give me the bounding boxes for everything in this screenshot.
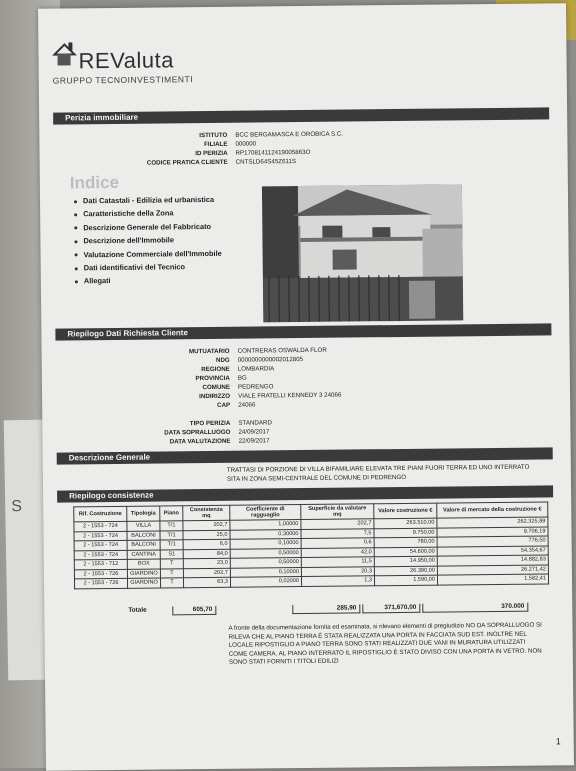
table-cell: 42,0: [301, 547, 374, 557]
page-number: 1: [556, 736, 561, 746]
table-cell: BALCONI: [127, 531, 160, 541]
table-cell: 11,5: [301, 557, 374, 567]
index-list: [74, 195, 222, 290]
table-cell: 2 - 1553 - 712: [74, 559, 127, 569]
field-key: PROVINCIA: [195, 374, 229, 383]
field-value: RP170814112419005863O: [235, 148, 310, 158]
field-key: REGIONE: [201, 365, 230, 374]
table-cell: T: [160, 578, 183, 588]
table-cell: VILLA: [127, 521, 160, 531]
table-cell: 262.325,89: [437, 517, 548, 528]
field-value: 000000: [235, 139, 256, 148]
descrizione-text: TRATTASI DI PORZIONE DI VILLA BIFAMILIARE ELEVATA TRE PIANI FUORI TERRA ED UNO INTERRATO SITA IN ZONA SEMI-CENTRALE DEL COMUNE DI PEDRENGO: [227, 464, 537, 484]
bullet-icon: [74, 227, 77, 230]
table-cell: 1.590,00: [374, 575, 437, 585]
table-cell: 14.882,83: [437, 555, 548, 566]
field-value: 0000000000002012805: [238, 355, 303, 365]
table-cell: T/1: [160, 521, 183, 531]
index-item-label: Caratteristiche della Zona: [83, 209, 173, 219]
table-cell: 25,0: [183, 530, 230, 540]
section-bar-perizia: Perizia immobiliare: [53, 107, 549, 124]
perizia-dates: [62, 417, 412, 448]
table-cell: 0,30000: [230, 529, 301, 539]
bullet-icon: [74, 200, 77, 203]
field-value: CNTSLD64S45Z611S: [236, 157, 297, 167]
field-value: 24066: [238, 401, 255, 410]
table-cell: 7,5: [301, 528, 374, 538]
underlying-sheet: [4, 420, 49, 681]
bullet-icon: [75, 267, 78, 270]
table-cell: GIARDINO: [127, 569, 160, 579]
table-cell: 2 - 1553 - 724: [74, 531, 127, 541]
table-cell: 2 - 1553 - 726: [74, 578, 127, 588]
field-value: 24/09/2017: [238, 427, 269, 436]
table-cell: 0,6: [301, 538, 374, 548]
field-value: PEDRENGO: [238, 382, 274, 391]
field-key: MUTUATARIO: [189, 347, 230, 356]
field-value: CONTRERAS OSWALDA FLOR: [238, 346, 327, 356]
table-cell: BOX: [127, 559, 160, 569]
section-bar-riepilogo-dati: Riepilogo Dati Richiesta Cliente: [55, 323, 551, 340]
table-cell: BALCONI: [127, 540, 160, 550]
consistenze-table: [73, 501, 549, 588]
column-header: Piano: [160, 506, 183, 521]
totals-label: Totale: [128, 607, 146, 614]
table-cell: 6,0: [183, 539, 230, 549]
field-key: INDIRIZZO: [199, 392, 230, 401]
table-cell: 26.271,42: [437, 564, 548, 575]
index-title: Indice: [70, 173, 119, 194]
table-cell: 1,3: [301, 576, 374, 586]
field-key: DATA VALUTAZIONE: [170, 437, 231, 447]
table-cell: 780,00: [374, 537, 437, 547]
field-value: BCC BERGAMASCA E OROBICA S.C.: [235, 130, 343, 140]
total-consistenza: 605,70: [172, 606, 216, 615]
table-cell: 9.706,19: [437, 526, 548, 537]
table-cell: 1,00000: [230, 520, 301, 530]
table-cell: 84,0: [183, 549, 230, 559]
field-value: 22/09/2017: [239, 436, 270, 445]
field-key: ISTITUTO: [199, 131, 227, 140]
table-cell: S1: [160, 549, 183, 559]
logo-name: REValuta: [78, 47, 174, 74]
index-item-label: Dati identificativi del Tecnico: [84, 262, 185, 272]
property-photo: [262, 184, 463, 322]
table-cell: 202,7: [301, 519, 374, 529]
table-cell: 26.390,00: [374, 566, 437, 576]
table-cell: 202,7: [183, 520, 230, 530]
table-cell: T: [160, 559, 183, 569]
total-valore-costruzione: 371,670,00: [362, 604, 420, 614]
table-cell: CANTINA: [127, 550, 160, 560]
index-item-label: Descrizione Generale del Fabbricato: [83, 222, 211, 232]
table-cell: 23,0: [183, 558, 230, 568]
field-key: FILIALE: [204, 140, 227, 149]
table-cell: 0,50000: [230, 548, 301, 558]
table-cell: 1.582,41: [437, 574, 548, 585]
logo-tagline: GRUPPO TECNOINVESTIMENTI: [53, 74, 193, 85]
column-header: Valore costruzione €: [374, 503, 437, 519]
field-value: LOMBARDIA: [238, 364, 275, 373]
table-cell: 2 - 1553 - 724: [74, 521, 127, 531]
index-item-label: Allegati: [84, 276, 111, 285]
section-bar-consistenze: Riepilogo consistenze: [57, 485, 553, 502]
table-cell: 54.354,67: [437, 545, 548, 556]
table-cell: 0,50000: [230, 558, 301, 568]
field-key: NDG: [216, 356, 230, 365]
column-header: Superficie da valutare mq: [301, 504, 374, 520]
field-key: TIPO PERIZIA: [190, 419, 231, 428]
table-cell: T: [160, 568, 183, 578]
document-page: [38, 3, 574, 770]
field-key: DATA SOPRALLUOGO: [164, 428, 230, 438]
index-item-label: Dati Catastali - Edilizia ed urbanistica: [83, 195, 214, 205]
total-valore-mercato: 370.000: [422, 603, 528, 613]
field-value: VIALE FRATELLI KENNEDY 3 24066: [238, 391, 341, 401]
table-cell: 2 - 1553 - 724: [74, 550, 127, 560]
index-item-label: Valutazione Commerciale dell'Immobile: [84, 248, 222, 258]
column-header: Tipologia: [127, 506, 160, 521]
table-cell: 776,50: [437, 536, 548, 547]
column-header: Rif. Costruzione: [74, 506, 127, 522]
table-cell: 263.510,00: [374, 518, 437, 528]
table-cell: 14.950,00: [374, 556, 437, 566]
bullet-icon: [74, 240, 77, 243]
table-cell: 0,10000: [230, 567, 301, 577]
field-key: CODICE PRATICA CLIENTE: [147, 158, 228, 168]
total-superficie: 285,90: [292, 604, 360, 614]
table-cell: 0,02000: [230, 577, 301, 587]
column-header: Consistenza mq: [183, 505, 230, 520]
table-cell: 0,10000: [230, 539, 301, 549]
table-cell: 2 - 1553 - 726: [74, 569, 127, 579]
note-text: A fronte della documentazione fornita ed esaminata, si rilevano elementi di pregiudizio NO DA SOPRALLUOGO SI RILEVA CHE AL PIANO TERRA È STATA REALIZZATA UNA PORTA IN FACCIATA SUD EST. INOLTRE NEL LOCALE RIPOSTIGLIO A PIANO TERRA SONO STATI REALIZZATI DUE VANI IN MURATURA UTILIZZATI COME CAMERA. AL PIANO INTERRATO IL RIPOSTIGLIO È STATO DIVISO CON UNA PORTA IN VETRO. NON SONO STATI FORNITI I TITOLI EDILIZI: [228, 621, 544, 667]
table-cell: 20,3: [301, 566, 374, 576]
table-cell: T/1: [160, 530, 183, 540]
field-key: CAP: [217, 401, 230, 410]
table-cell: GIARDINO: [127, 578, 160, 588]
table-cell: 54.600,00: [374, 547, 437, 557]
bullet-icon: [75, 280, 78, 283]
field-key: COMUNE: [202, 383, 230, 392]
cliente-fields: [62, 345, 413, 412]
index-item-label: Descrizione dell'Immobile: [83, 236, 174, 246]
bullet-icon: [75, 253, 78, 256]
table-cell: 202,7: [183, 568, 230, 578]
underlying-sheet-letter: S: [11, 498, 22, 516]
table-cell: 9.750,00: [374, 528, 437, 538]
table-cell: T/1: [160, 540, 183, 550]
column-header: Valore di mercato della costruzione €: [437, 502, 548, 518]
field-key: ID PERIZIA: [195, 149, 227, 158]
section-bar-descrizione: Descrizione Generale: [57, 447, 553, 464]
table-cell: 63,3: [183, 577, 230, 587]
index-item: [75, 275, 222, 290]
column-header: Coefficiente di ragguaglio: [230, 505, 301, 521]
field-value: STANDARD: [238, 418, 272, 427]
perizia-fields: [59, 129, 409, 169]
field-value: BG: [238, 374, 247, 383]
table-cell: 2 - 1553 - 724: [74, 540, 127, 550]
bullet-icon: [74, 213, 77, 216]
